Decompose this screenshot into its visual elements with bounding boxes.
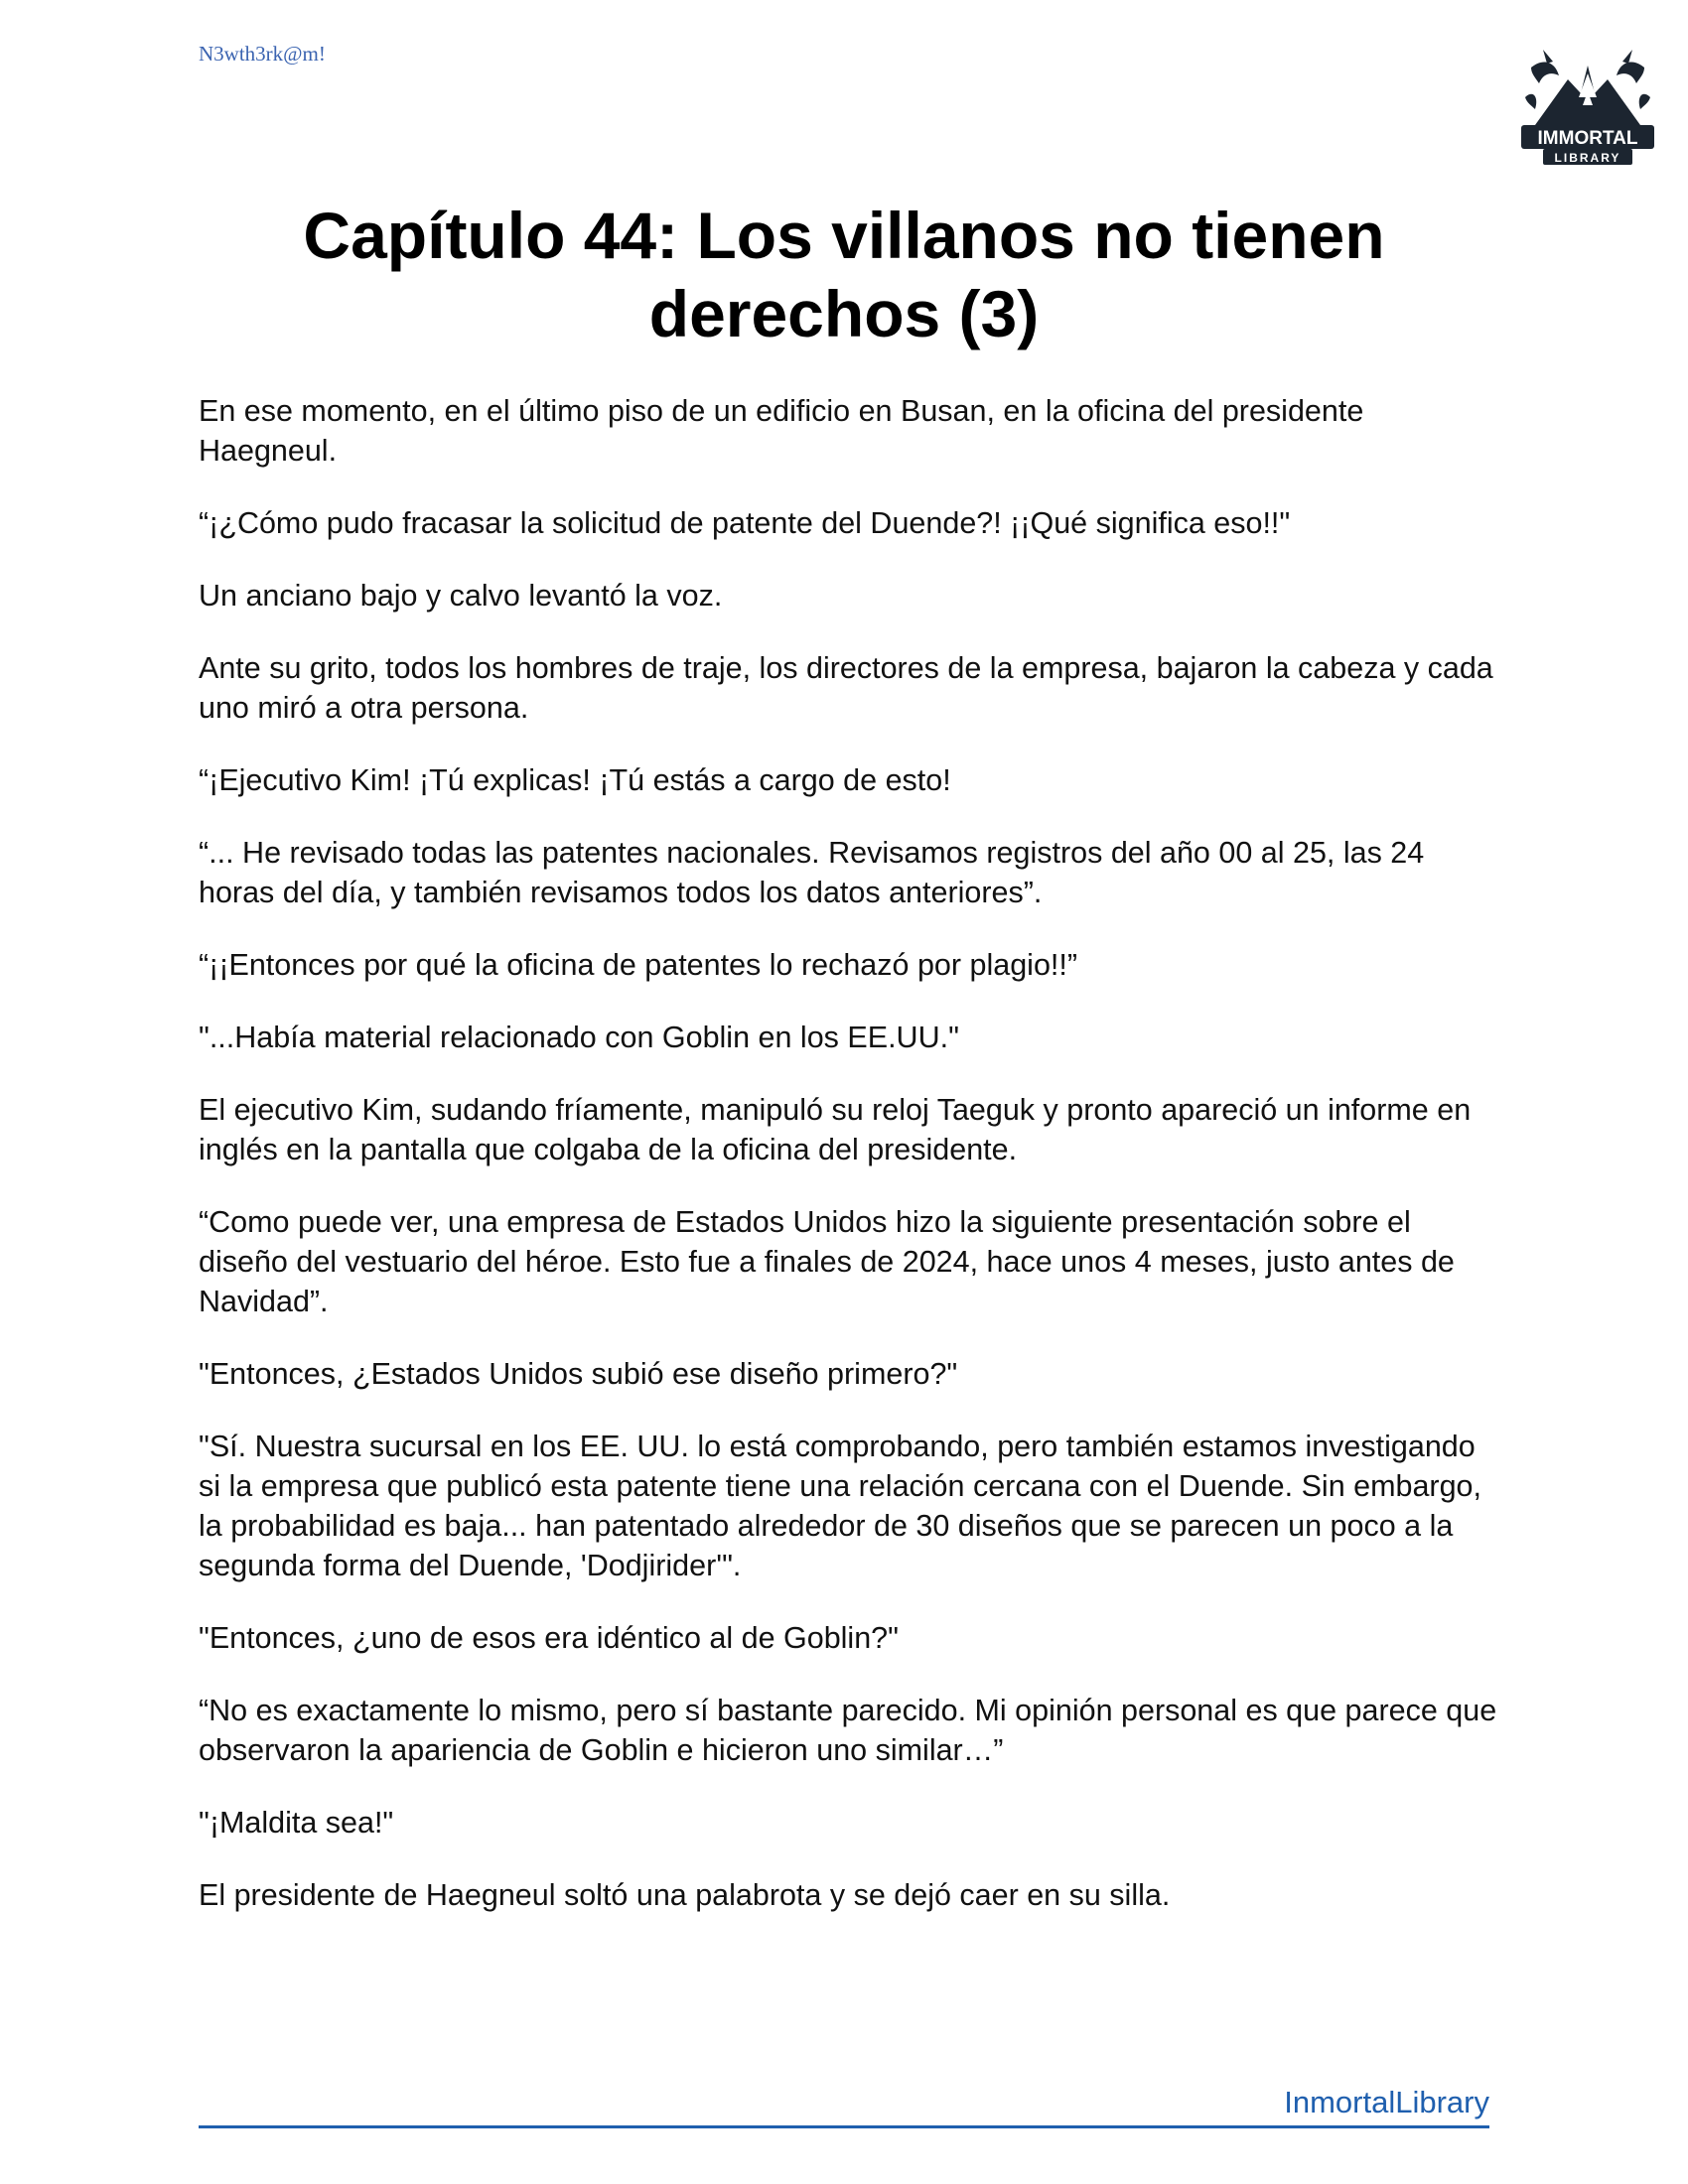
paragraph: El ejecutivo Kim, sudando fríamente, manipuló su reloj Taeguk y pronto apareció un informe en inglés en la pantalla que colgaba de la oficina del presidente. (199, 1093, 1472, 1166)
paragraph: "Sí. Nuestra sucursal en los EE. UU. lo está comprobando, pero también estamos investigando si la empresa que publicó esta patente tiene una relación cercana con el Duende. Sin embargo, la probabilidad es baja... han patentado alrededor de 30 diseños que se parecen un poco a la segunda forma del Duende, 'Dodjirider'". (199, 1430, 1481, 1582)
paragraph: "...Había material relacionado con Goblin en los EE.UU." (199, 1021, 959, 1054)
paragraph: "Entonces, ¿Estados Unidos subió ese diseño primero?" (199, 1357, 958, 1391)
paragraph: Ante su grito, todos los hombres de traje, los directores de la empresa, bajaron la cabeza y cada uno miró a otra persona. (199, 651, 1493, 725)
paragraph: En ese momento, en el último piso de un edificio en Busan, en la oficina del presidente Haegneul. (199, 394, 1364, 468)
paragraph: “No es exactamente lo mismo, pero sí bastante parecido. Mi opinión personal es que parece que observaron la apariencia de Goblin e hicieron uno similar…” (199, 1694, 1497, 1767)
footer-link[interactable]: InmortalLibrary (1284, 2085, 1489, 2119)
footer-divider (199, 2125, 1489, 2128)
paragraph: Un anciano bajo y calvo levantó la voz. (199, 579, 723, 613)
paragraph: “¡Ejecutivo Kim! ¡Tú explicas! ¡Tú estás a cargo de esto! (199, 763, 951, 797)
paragraph: “¡¿Cómo pudo fracasar la solicitud de patente del Duende?! ¡¡Qué significa eso!!" (199, 506, 1291, 540)
paragraph: “... He revisado todas las patentes nacionales. Revisamos registros del año 00 al 25, las 24 horas del día, y también revisamos todos los datos anteriores”. (199, 836, 1425, 909)
paragraph: "Entonces, ¿uno de esos era idéntico al de Goblin?" (199, 1621, 899, 1655)
paragraph: El presidente de Haegneul soltó una palabrota y se dejó caer en su silla. (199, 1878, 1171, 1912)
paragraph: “¡¡Entonces por qué la oficina de patentes lo rechazó por plagio!!” (199, 948, 1078, 982)
chapter-body (199, 391, 1499, 1948)
header-tag: N3wth3rk@m! (199, 42, 326, 66)
logo-line-1: IMMORTAL (1537, 128, 1638, 149)
paragraph: "¡Maldita sea!" (199, 1806, 394, 1840)
immortal-library-logo-icon (1513, 28, 1662, 177)
logo-line-2: LIBRARY (1554, 151, 1621, 165)
chapter-title: Capítulo 44: Los villanos no tienen derechos (3) (303, 199, 1385, 350)
paragraph: “Como puede ver, una empresa de Estados Unidos hizo la siguiente presentación sobre el diseño del vestuario del héroe. Esto fue a finales de 2024, hace unos 4 meses, justo antes de Navidad”. (199, 1205, 1455, 1318)
